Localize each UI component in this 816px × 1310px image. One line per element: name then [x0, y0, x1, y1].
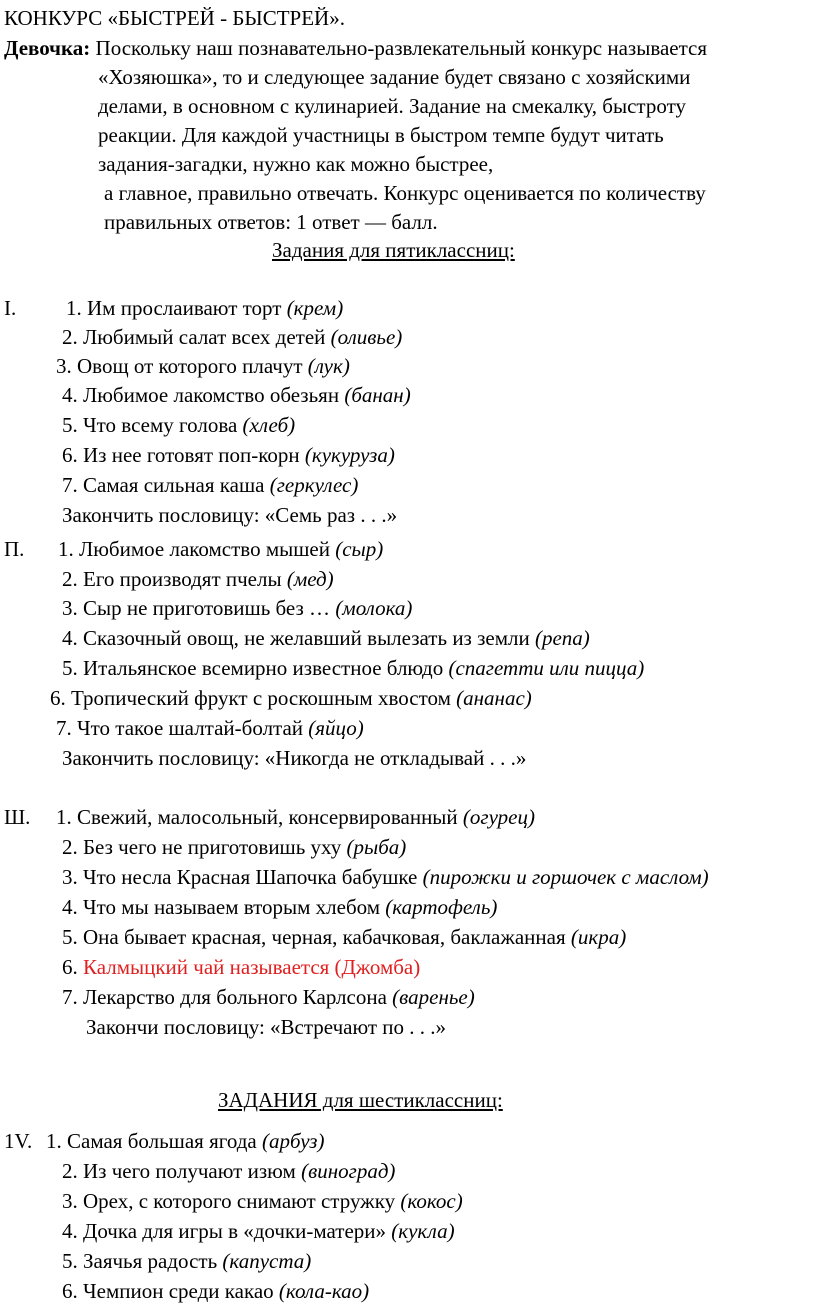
- task-item: [62, 893, 497, 922]
- task-item: [62, 983, 475, 1012]
- task-question: 6. Из нее готовят поп-корн: [62, 443, 300, 467]
- section-heading-caps: ЗАДАНИЯ: [218, 1088, 318, 1112]
- task-answer: (сыр): [335, 537, 384, 561]
- speaker-label: Девочка:: [4, 36, 91, 60]
- highlighted-task-text: Калмыцкий чай называется (Джомба): [83, 955, 421, 979]
- intro-line-2: «Хозяюшка», то и следующее задание будет связано с хозяйскими: [98, 65, 691, 89]
- section-heading-rest: для шестиклассниц:: [317, 1088, 503, 1112]
- intro-line-7: правильных ответов: 1 ответ — балл.: [104, 210, 438, 234]
- intro-line-4: реакции. Для каждой участницы в быстром темпе будут читать: [98, 123, 664, 147]
- task-answer: (яйцо): [308, 716, 364, 740]
- intro-line-6: а главное, правильно отвечать. Конкурс оценивается по количеству: [104, 181, 706, 205]
- task-question: 7. Самая сильная каша: [62, 473, 265, 497]
- task-question: 1. Самая большая ягода: [46, 1129, 257, 1153]
- intro-paragraph: [4, 34, 804, 237]
- task-item: [62, 863, 709, 892]
- proverb-prompt: Закончи пословицу: «Встречают по . . .»: [86, 1015, 447, 1039]
- task-question: 5. Она бывает красная, черная, кабачковая, баклажанная: [62, 925, 566, 949]
- page-title: КОНКУРС «БЫСТРЕЙ - БЫСТРЕЙ».: [4, 6, 345, 30]
- task-question: 1. Им прослаивают торт: [66, 296, 282, 320]
- task-answer: (варенье): [392, 985, 475, 1009]
- task-question: 4. Сказочный овощ, не желавший вылезать из земли: [62, 626, 530, 650]
- task-answer: (репа): [534, 626, 590, 650]
- task-answer: (картофель): [385, 895, 498, 919]
- task-item: [62, 441, 395, 470]
- task-number: 6.: [62, 955, 78, 979]
- task-item: [62, 381, 411, 410]
- task-question: 2. Без чего не приготовишь уху: [62, 835, 342, 859]
- task-question: 2. Из чего получают изюм: [62, 1159, 296, 1183]
- task-item: [56, 803, 535, 832]
- task-item: [56, 714, 364, 743]
- task-answer: (крем): [286, 296, 344, 320]
- roman-numeral-3: Ш.: [4, 805, 31, 829]
- task-answer: (рыба): [346, 835, 407, 859]
- task-question: 4. Любимое лакомство обезьян: [62, 383, 340, 407]
- task-answer: (банан): [344, 383, 411, 407]
- task-question: 1. Свежий, малосольный, консервированный: [56, 805, 458, 829]
- task-item: [62, 1247, 311, 1276]
- task-item: [62, 1217, 455, 1246]
- task-item: [62, 411, 295, 440]
- task-item: [62, 833, 406, 862]
- section-heading-5th-grade: Задания для пятиклассниц:: [272, 238, 515, 262]
- task-answer: (оливье): [330, 325, 403, 349]
- task-item: [62, 923, 626, 952]
- task-item-highlighted: [62, 953, 420, 982]
- task-question: 6. Тропический фрукт с роскошным хвостом: [50, 686, 451, 710]
- task-question: 1. Любимое лакомство мышей: [58, 537, 330, 561]
- task-answer: (кокос): [400, 1189, 463, 1213]
- task-question: 2. Его производят пчелы: [62, 567, 282, 591]
- roman-numeral-4: 1V.: [4, 1129, 33, 1153]
- task-question: 7. Лекарство для больного Карлсона: [62, 985, 387, 1009]
- task-question: 6. Чемпион среди какао: [62, 1279, 274, 1303]
- task-item: [62, 565, 334, 594]
- task-answer: (кола-као): [278, 1279, 370, 1303]
- task-answer: (икра): [570, 925, 627, 949]
- task-item: [46, 1127, 324, 1156]
- task-item: [66, 294, 343, 323]
- task-item: [50, 684, 532, 713]
- task-item: [62, 323, 402, 352]
- task-answer: (огурец): [462, 805, 535, 829]
- task-question: 2. Любимый салат всех детей: [62, 325, 326, 349]
- task-item: [62, 624, 590, 653]
- task-item: [58, 535, 383, 564]
- task-answer: (капуста): [222, 1249, 312, 1273]
- intro-line-3: делами, в основном с кулинарией. Задание на смекалку, быстроту: [98, 94, 686, 118]
- task-item: [62, 1277, 369, 1306]
- proverb-prompt: Закончить пословицу: «Семь раз . . .»: [62, 503, 398, 527]
- task-question: 5. Итальянское всемирно известное блюдо: [62, 656, 444, 680]
- task-item: [56, 352, 350, 381]
- task-answer: (лук): [307, 354, 350, 378]
- task-question: 3. Что несла Красная Шапочка бабушке: [62, 865, 418, 889]
- task-answer: (спагетти или пицца): [448, 656, 645, 680]
- task-answer: (виноград): [301, 1159, 396, 1183]
- task-item: [62, 1157, 395, 1186]
- roman-numeral-1: I.: [4, 296, 17, 320]
- intro-line-1: Поскольку наш познавательно-развлекательный конкурс называется: [95, 36, 708, 60]
- task-question: 3. Орех, с которого снимают стружку: [62, 1189, 396, 1213]
- task-answer: (кукла): [391, 1219, 455, 1243]
- proverb-prompt: Закончить пословицу: «Никогда не откладывай . . .»: [62, 746, 527, 770]
- task-question: 3. Овощ от которого плачут: [56, 354, 303, 378]
- task-answer: (молока): [335, 596, 413, 620]
- task-answer: (пирожки и горшочек с маслом): [422, 865, 709, 889]
- task-item: [62, 654, 644, 683]
- task-question: 4. Что мы называем вторым хлебом: [62, 895, 381, 919]
- roman-numeral-2: П.: [4, 537, 25, 561]
- intro-line-5: задания-загадки, нужно как можно быстрее,: [98, 152, 494, 176]
- task-answer: (ананас): [456, 686, 532, 710]
- task-answer: (кукуруза): [304, 443, 395, 467]
- task-question: 5. Что всему голова: [62, 413, 238, 437]
- task-item: [62, 1187, 463, 1216]
- task-question: 3. Сыр не приготовишь без …: [62, 596, 331, 620]
- task-answer: (мед): [286, 567, 334, 591]
- task-answer: (арбуз): [261, 1129, 325, 1153]
- task-item: [62, 594, 412, 623]
- task-question: 5. Заячья радость: [62, 1249, 218, 1273]
- task-item: [62, 471, 358, 500]
- task-answer: (геркулес): [269, 473, 359, 497]
- task-answer: (хлеб): [242, 413, 296, 437]
- task-question: 7. Что такое шалтай-болтай: [56, 716, 304, 740]
- section-heading-6th-grade: [218, 1086, 503, 1115]
- task-question: 4. Дочка для игры в «дочки-матери»: [62, 1219, 387, 1243]
